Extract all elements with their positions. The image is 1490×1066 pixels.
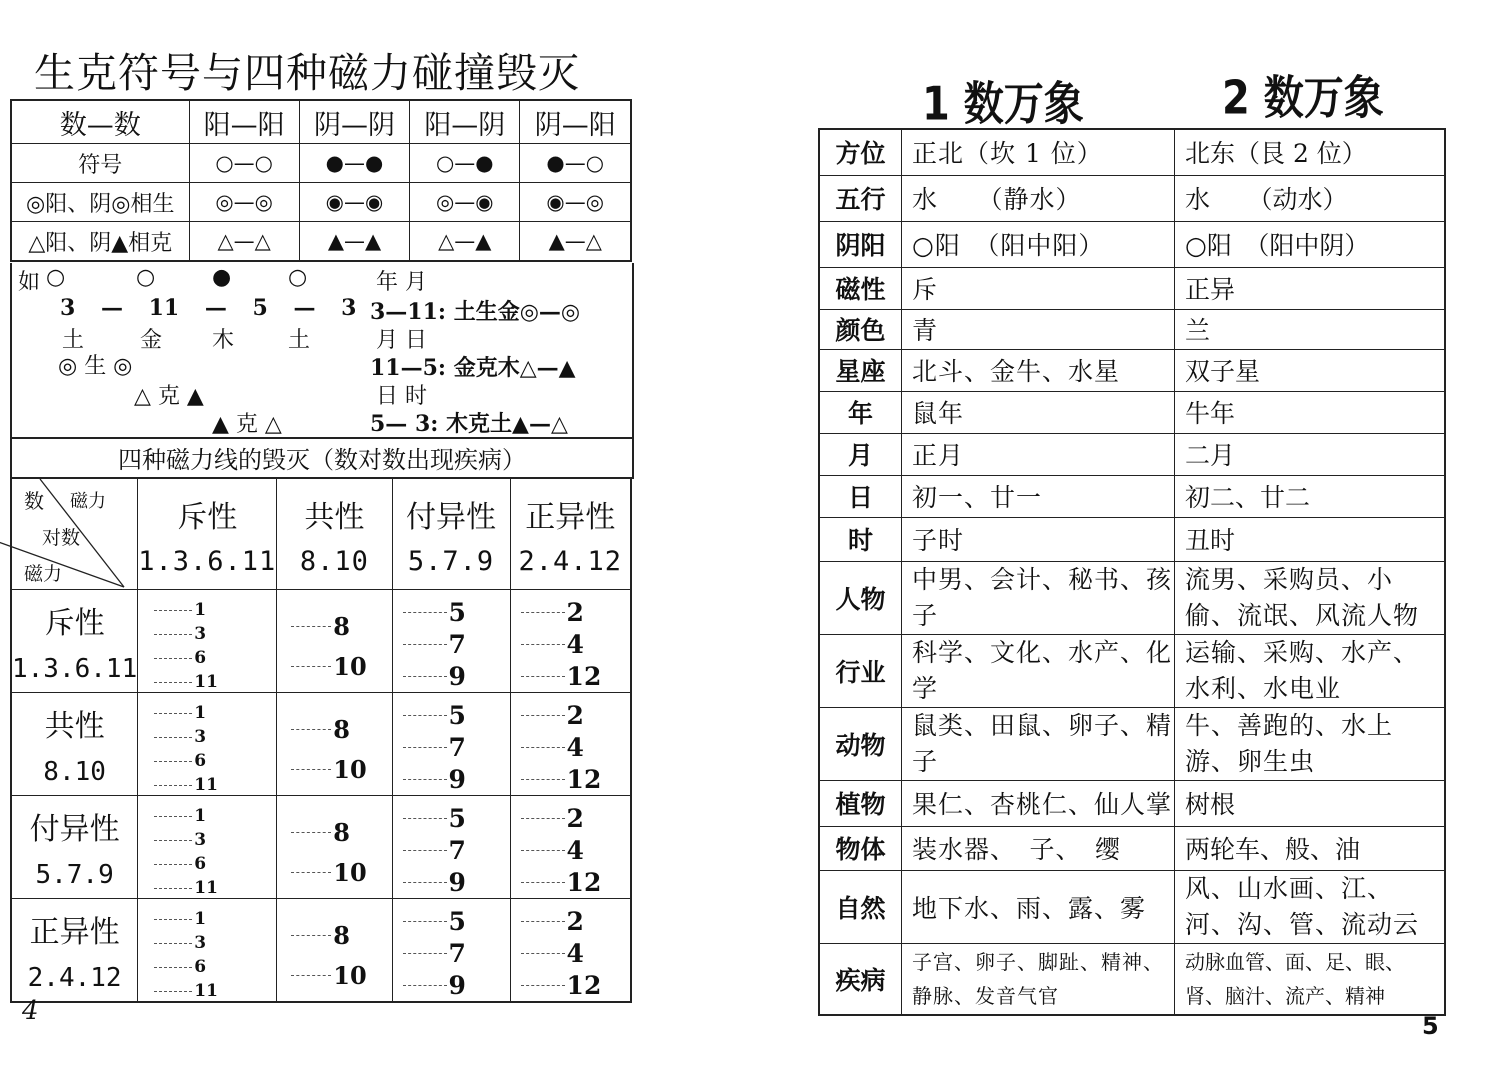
dash-line (154, 967, 192, 968)
row-values: 8.10 (43, 757, 106, 787)
magnet-number: 11 (194, 878, 218, 898)
magnet-number: 9 (448, 868, 466, 897)
attribute-row (819, 517, 1445, 561)
magnet-number: 1 (194, 909, 207, 929)
symbol-row-label: 符号 (11, 144, 189, 183)
magnet-number: 5 (448, 907, 466, 936)
row-name: 付异性 (29, 812, 120, 847)
attribute-row (819, 870, 1445, 943)
dash-line (403, 612, 447, 613)
attribute-value-1: 正月 (902, 433, 1175, 475)
example-ke-2: ▲ 克 △ (212, 412, 282, 437)
attribute-row (819, 175, 1445, 221)
attribute-value-2: 两轮车、般、油 (1175, 826, 1446, 870)
attribute-label: 阴阳 (819, 221, 902, 267)
left-page-number: 4 (22, 996, 39, 1026)
magnet-number: 10 (333, 755, 367, 784)
magnet-cell (277, 590, 392, 693)
magnet-number: 8 (333, 715, 350, 744)
magnet-number: 10 (333, 858, 367, 887)
right-page-number: 5 (1422, 1012, 1439, 1040)
dash-line (291, 626, 331, 627)
example-sheng: ◎ 生 ◎ (58, 354, 133, 379)
right-title-2: 2 数万象 (1222, 72, 1384, 125)
magnet-number: 6 (194, 854, 207, 874)
attribute-value-1: 果仁、杏桃仁、仙人掌 (902, 780, 1175, 826)
magnet-number: 5 (448, 701, 466, 730)
dash-line (403, 850, 447, 851)
example-circle: ○ (46, 265, 66, 290)
attribute-row (819, 391, 1445, 433)
attribute-value-2: 牛年 (1175, 391, 1446, 433)
magnet-number: 8 (333, 921, 350, 950)
dash-line (291, 935, 331, 936)
magnet-cell (277, 899, 392, 1003)
dash-line (403, 985, 447, 986)
dash-line (154, 682, 192, 683)
magnet-cell (138, 693, 277, 796)
dash-line (521, 715, 565, 716)
attribute-row (819, 309, 1445, 349)
example-ke-1: △ 克 ▲ (134, 384, 204, 409)
row-values: 1.3.6.11 (12, 654, 138, 684)
attribute-value-2: 运输、采购、水产、水利、水电业 (1175, 634, 1446, 707)
symbol-cell: ◉—◎ (520, 183, 631, 222)
attribute-label: 磁性 (819, 267, 902, 309)
magnet-number: 7 (448, 630, 466, 659)
symbol-header-cell: 阴—阴 (299, 100, 409, 144)
corner-label-middle: 对数 (42, 527, 81, 549)
row-name: 正异性 (29, 915, 120, 950)
magnet-number: 11 (194, 981, 218, 1001)
magnet-number: 3 (194, 933, 207, 953)
magnet-number: 9 (448, 662, 466, 691)
attribute-label: 自然 (819, 870, 902, 943)
magnet-row-header (11, 796, 138, 899)
symbol-table (10, 99, 632, 262)
symbol-table-header (11, 100, 631, 144)
dash-line (403, 747, 447, 748)
magnet-row-header (11, 693, 138, 796)
attribute-value-2: 动脉血管、面、足、眼、肾、脑汁、流产、精神 (1175, 943, 1446, 1015)
corner-label-top-right: 磁力 (70, 491, 106, 512)
magnet-number: 12 (566, 868, 602, 897)
attribute-value-2: 丑时 (1175, 517, 1446, 561)
example-relation-2-sub: 日 时 (376, 384, 427, 409)
example-circle: ○ (136, 265, 156, 290)
attribute-label: 行业 (819, 634, 902, 707)
attribute-row (819, 267, 1445, 309)
attribute-value-1: 青 (902, 309, 1175, 349)
dash-line (154, 864, 192, 865)
attribute-row (819, 826, 1445, 870)
dash-line (154, 634, 192, 635)
attribute-label: 日 (819, 475, 902, 517)
attribute-value-1: 装水器、 子、 缨 (902, 826, 1175, 870)
magnet-number: 12 (566, 662, 602, 691)
magnet-number: 2 (566, 804, 584, 833)
symbol-row (11, 222, 631, 262)
magnet-row (11, 796, 631, 899)
corner-label-top: 数 (24, 489, 44, 513)
attribute-row (819, 433, 1445, 475)
magnet-number: 10 (333, 961, 367, 990)
attribute-value-1: 子宫、卵子、脚趾、精神、静脉、发音气官 (902, 943, 1175, 1015)
magnet-cell (510, 590, 631, 693)
magnet-number: 11 (194, 672, 218, 692)
magnet-number: 3 (194, 830, 207, 850)
attribute-label: 动物 (819, 707, 902, 780)
dash-line (521, 779, 565, 780)
magnet-table (10, 477, 632, 1003)
attribute-row (819, 707, 1445, 780)
example-element: 土 (62, 328, 85, 353)
magnet-row-header (11, 899, 138, 1003)
dash-line (521, 882, 565, 883)
magnet-number: 6 (194, 648, 207, 668)
example-circle: ● (212, 265, 232, 290)
magnet-column-header (138, 478, 277, 590)
attribute-value-1: 子时 (902, 517, 1175, 561)
symbol-cell: ◎—◉ (410, 183, 520, 222)
attribute-value-1: 科学、文化、水产、化学 (902, 634, 1175, 707)
attribute-value-2: ○阳 （阳中阴） (1175, 221, 1446, 267)
attribute-value-2: 北东（艮 2 位） (1175, 129, 1446, 175)
magnet-number: 8 (333, 612, 350, 641)
symbol-header-cell: 阳—阳 (189, 100, 299, 144)
row-name: 斥性 (44, 606, 105, 641)
attribute-row (819, 634, 1445, 707)
magnet-number: 9 (448, 765, 466, 794)
dash-line (521, 676, 565, 677)
dash-line (154, 737, 192, 738)
attribute-row (819, 561, 1445, 634)
example-circle: ○ (288, 265, 308, 290)
attribute-value-2: 风、山水画、江、河、沟、管、流动云 (1175, 870, 1446, 943)
symbol-cell: ○—● (410, 144, 520, 183)
dash-line (521, 818, 565, 819)
dash-line (403, 921, 447, 922)
dash-line (154, 840, 192, 841)
attribute-row (819, 780, 1445, 826)
dash-line (154, 713, 192, 714)
magnet-number: 1 (194, 806, 207, 826)
magnet-section-title: 四种磁力线的毁灭（数对数出现疾病） (10, 437, 634, 479)
dash-line (521, 850, 565, 851)
magnet-number: 4 (566, 836, 584, 865)
example-box (10, 263, 634, 437)
dash-line (154, 816, 192, 817)
magnet-number: 7 (448, 733, 466, 762)
attribute-label: 颜色 (819, 309, 902, 349)
symbol-cell: ○—○ (189, 144, 299, 183)
dash-line (291, 872, 331, 873)
row-values: 2.4.12 (27, 963, 122, 993)
attribute-row (819, 129, 1445, 175)
attribute-value-2: 正异 (1175, 267, 1446, 309)
symbol-row-label: △阳、阴▲相克 (11, 222, 189, 262)
magnet-row-header (11, 590, 138, 693)
dash-line (521, 747, 565, 748)
symbol-cell: △—△ (189, 222, 299, 262)
magnet-number: 6 (194, 957, 207, 977)
symbol-cell: ●—● (299, 144, 409, 183)
column-name: 正异性 (525, 499, 616, 535)
magnet-number: 1 (194, 703, 207, 723)
magnet-number: 9 (448, 971, 466, 1000)
attribute-value-2: 水 （动水） (1175, 175, 1446, 221)
attribute-value-2: 兰 (1175, 309, 1446, 349)
magnet-cell (392, 796, 510, 899)
dash-line (403, 644, 447, 645)
dash-line (403, 715, 447, 716)
magnet-cell (138, 590, 277, 693)
attribute-value-1: 初一、廿一 (902, 475, 1175, 517)
attribute-label: 植物 (819, 780, 902, 826)
symbol-cell: ◎—◎ (189, 183, 299, 222)
magnet-cell (277, 693, 392, 796)
magnet-number: 4 (566, 733, 584, 762)
attribute-label: 时 (819, 517, 902, 561)
symbol-cell: ▲—▲ (299, 222, 409, 262)
right-title-1: 1 数万象 (922, 78, 1084, 131)
magnet-column-header (277, 478, 392, 590)
example-relation-2: 11—5: 金克木△—▲ (370, 355, 576, 381)
magnet-cell (277, 796, 392, 899)
dash-line (521, 921, 565, 922)
attribute-label: 人物 (819, 561, 902, 634)
attribute-label: 疾病 (819, 943, 902, 1015)
attribute-value-2: 双子星 (1175, 349, 1446, 391)
magnet-cell (392, 693, 510, 796)
magnet-cell (138, 899, 277, 1003)
row-values: 5.7.9 (35, 860, 114, 890)
magnet-number: 1 (194, 600, 207, 620)
magnet-number: 2 (566, 907, 584, 936)
dash-line (291, 832, 331, 833)
dash-line (521, 985, 565, 986)
magnet-number: 8 (333, 818, 350, 847)
dash-line (403, 676, 447, 677)
dash-line (403, 953, 447, 954)
magnet-number: 2 (566, 598, 584, 627)
attribute-value-1: 水 （静水） (902, 175, 1175, 221)
dash-line (403, 779, 447, 780)
symbol-cell: ◉—◉ (299, 183, 409, 222)
column-values: 5.7.9 (407, 545, 495, 577)
attribute-value-2: 二月 (1175, 433, 1446, 475)
dash-line (291, 975, 331, 976)
example-element: 土 (288, 328, 311, 353)
magnet-header-row (11, 478, 631, 590)
example-relation-1: 3—11: 土生金◎—◎ (370, 299, 581, 325)
magnet-number: 12 (566, 765, 602, 794)
corner-label-bottom: 磁力 (24, 563, 63, 585)
magnet-number: 10 (333, 652, 367, 681)
magnet-number: 4 (566, 630, 584, 659)
magnet-number: 3 (194, 727, 207, 747)
magnet-number: 2 (566, 701, 584, 730)
example-element: 金 (140, 328, 163, 353)
attribute-value-1: 北斗、金牛、水星 (902, 349, 1175, 391)
symbol-header-cell: 阳—阴 (410, 100, 520, 144)
attribute-value-1: 鼠年 (902, 391, 1175, 433)
magnet-number: 7 (448, 939, 466, 968)
symbol-row (11, 183, 631, 222)
attribute-label: 物体 (819, 826, 902, 870)
magnet-corner-cell (11, 478, 138, 590)
column-values: 8.10 (299, 545, 369, 577)
dash-line (291, 666, 331, 667)
example-col-header: 年 月 (376, 270, 427, 295)
attribute-value-1: 斥 (902, 267, 1175, 309)
example-relation-3: 5— 3: 木克土▲—△ (370, 411, 568, 437)
attribute-row (819, 943, 1445, 1015)
attribute-value-2: 牛、善跑的、水上游、卵生虫 (1175, 707, 1446, 780)
symbol-header-cell: 数—数 (11, 100, 189, 144)
dash-line (291, 769, 331, 770)
column-name: 付异性 (406, 499, 497, 535)
column-name: 斥性 (177, 499, 238, 535)
attribute-value-1: 鼠类、田鼠、卵子、精子 (902, 707, 1175, 780)
symbol-row (11, 144, 631, 183)
dash-line (521, 612, 565, 613)
example-relation-1-sub: 月 日 (376, 328, 427, 353)
example-numbers: 3 — 11 — 5 — 3 (60, 295, 357, 321)
symbol-row-label: ◎阳、阴◎相生 (11, 183, 189, 222)
attribute-value-1: 地下水、雨、露、雾 (902, 870, 1175, 943)
magnet-number: 11 (194, 775, 218, 795)
magnet-cell (510, 796, 631, 899)
dash-line (154, 761, 192, 762)
magnet-number: 4 (566, 939, 584, 968)
magnet-column-header (510, 478, 631, 590)
dash-line (154, 888, 192, 889)
column-values: 2.4.12 (518, 545, 623, 577)
dash-line (291, 729, 331, 730)
left-page-title: 生克符号与四种磁力碰撞毁灭 (34, 49, 580, 97)
magnet-cell (392, 899, 510, 1003)
magnet-row (11, 899, 631, 1003)
dash-line (154, 610, 192, 611)
attribute-label: 年 (819, 391, 902, 433)
dash-line (521, 953, 565, 954)
attribute-value-1: 中男、会计、秘书、孩子 (902, 561, 1175, 634)
magnet-cell (392, 590, 510, 693)
attribute-row (819, 221, 1445, 267)
magnet-column-header (392, 478, 510, 590)
magnet-number: 7 (448, 836, 466, 865)
example-prefix: 如 (18, 270, 41, 295)
magnet-number: 5 (448, 804, 466, 833)
symbol-cell: △—▲ (410, 222, 520, 262)
symbol-cell: ●—○ (520, 144, 631, 183)
example-element: 木 (212, 328, 235, 353)
magnet-cell (138, 796, 277, 899)
dash-line (521, 644, 565, 645)
symbol-cell: ▲—△ (520, 222, 631, 262)
attribute-label: 星座 (819, 349, 902, 391)
row-name: 共性 (44, 709, 105, 744)
dash-line (154, 919, 192, 920)
attribute-label: 月 (819, 433, 902, 475)
attribute-value-2: 初二、廿二 (1175, 475, 1446, 517)
attribute-label: 方位 (819, 129, 902, 175)
magnet-number: 6 (194, 751, 207, 771)
attribute-table (818, 128, 1446, 1016)
magnet-cell (510, 899, 631, 1003)
magnet-row (11, 693, 631, 796)
dash-line (403, 818, 447, 819)
attribute-label: 五行 (819, 175, 902, 221)
dash-line (154, 658, 192, 659)
dash-line (154, 943, 192, 944)
attribute-row (819, 349, 1445, 391)
column-values: 1.3.6.11 (138, 545, 277, 577)
dash-line (154, 991, 192, 992)
attribute-value-1: ○阳 （阳中阳） (902, 221, 1175, 267)
magnet-cell (510, 693, 631, 796)
dash-line (154, 785, 192, 786)
dash-line (403, 882, 447, 883)
attribute-value-2: 树根 (1175, 780, 1446, 826)
attribute-value-2: 流男、采购员、小偷、流氓、风流人物 (1175, 561, 1446, 634)
column-name: 共性 (304, 499, 365, 535)
magnet-row (11, 590, 631, 693)
magnet-number: 12 (566, 971, 602, 1000)
attribute-row (819, 475, 1445, 517)
symbol-header-cell: 阴—阳 (520, 100, 631, 144)
attribute-value-1: 正北（坎 1 位） (902, 129, 1175, 175)
magnet-number: 3 (194, 624, 207, 644)
magnet-number: 5 (448, 598, 466, 627)
